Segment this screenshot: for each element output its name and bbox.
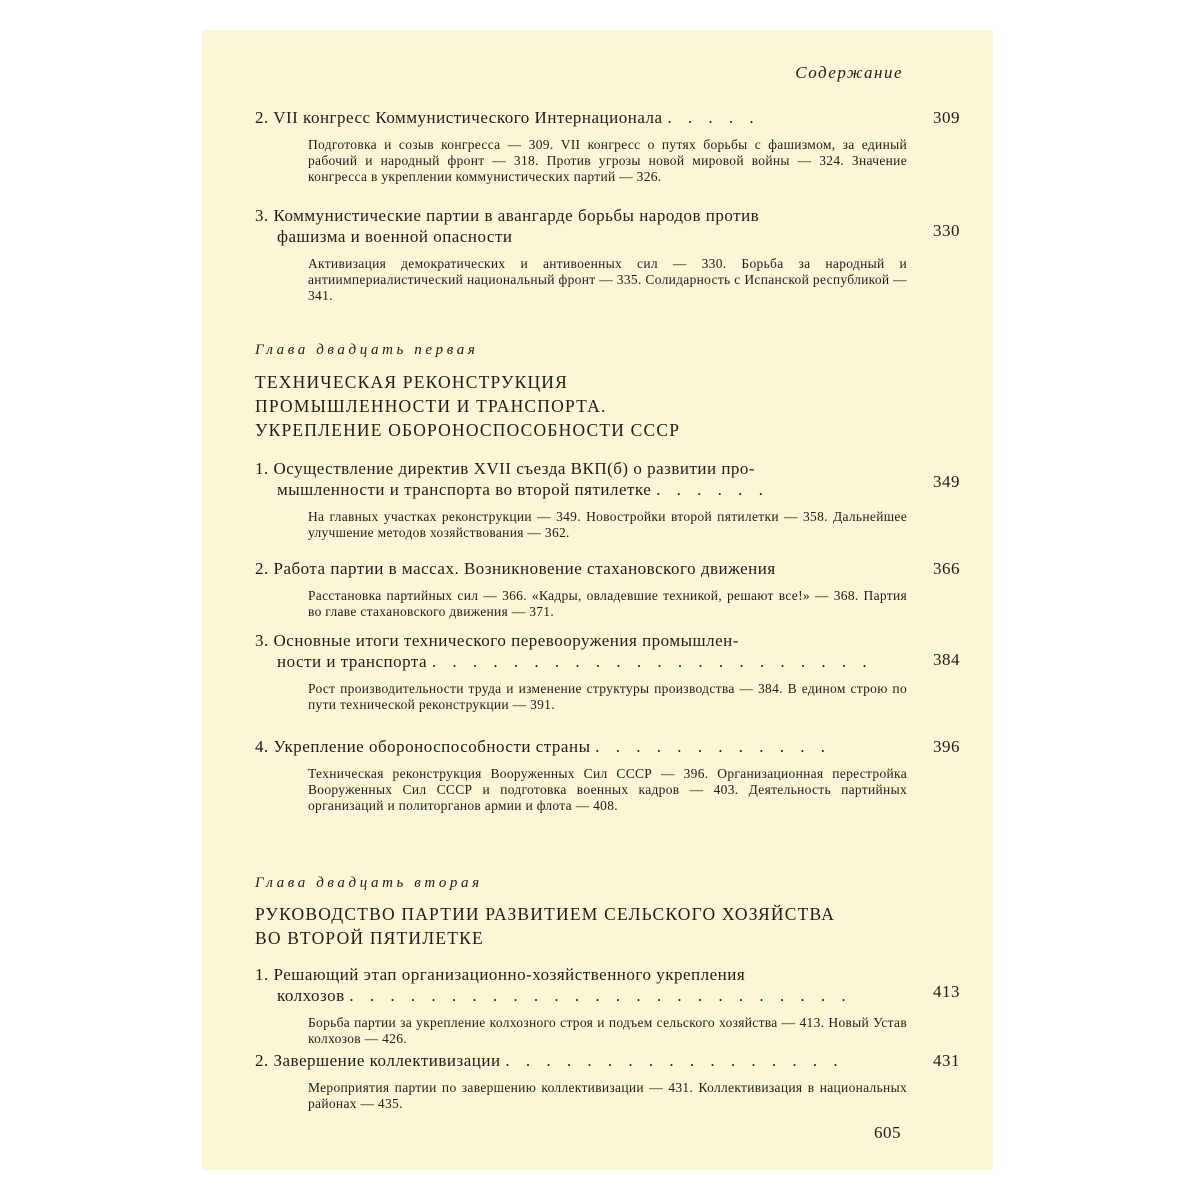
toc-entry[interactable] (255, 458, 960, 541)
chapter-title: РУКОВОДСТВО ПАРТИИ РАЗВИТИЕМ СЕЛЬСКОГО ХОЗЯЙСТВА ВО ВТОРОЙ ПЯТИЛЕТКЕ (255, 904, 836, 948)
page-number: 366 (933, 559, 960, 578)
entry-title: 3. Коммунистические партии в авангарде борьбы народов против фашизма и военной опасности 330 (255, 206, 960, 246)
toc-entry[interactable] (255, 1050, 960, 1112)
entry-summary: Мероприятия партии по завершению коллективизации — 431. Коллективизация в национальных районах — 435. (308, 1080, 907, 1111)
entry-summary: Рост производительности труда и изменение структуры производства — 384. В едином строю по пути технической реконструкции — 391. (308, 681, 907, 712)
chapter-label: Глава двадцать вторая (255, 875, 483, 891)
toc-entry[interactable] (255, 558, 960, 620)
entry-title: 2. Работа партии в массах. Возникновение стахановского движения 366 (255, 559, 960, 578)
entry-summary: Техническая реконструкция Вооруженных Сил СССР — 396. Организационная перестройка Вооруженных Сил СССР и подготовка военных кадров — 403. Деятельность партийных организаций и политорганов армии и флота — 408. (308, 766, 907, 813)
entry-summary: Борьба партии за укрепление колхозного строя и подъем сельского хозяйства — 413. Новый Устав колхозов — 426. (308, 1015, 907, 1046)
entry-summary: Подготовка и созыв конгресса — 309. VII конгресс о путях борьбы с фашизмом, за единый рабочий и народный фронт — 318. Против угрозы новой мировой войны — 324. Значение конгресса в укреплении коммунистических партий — 326. (308, 137, 907, 184)
chapter-title: ТЕХНИЧЕСКАЯ РЕКОНСТРУКЦИЯ ПРОМЫШЛЕННОСТИ И ТРАНСПОРТА. УКРЕПЛЕНИЕ ОБОРОНОСПОСОБНОСТИ СССР (255, 372, 681, 440)
toc-entry[interactable] (255, 964, 960, 1047)
running-header: Содержание (795, 63, 903, 82)
page-number: 413 (933, 982, 960, 1001)
entry-title: 1. Решающий этап организационно-хозяйственного укрепления колхозов . . . . . . . . . . . . . . . . . . . . . . . . . 413 (255, 965, 960, 1005)
entry-summary: Активизация демократических и антивоенных сил — 330. Борьба за народный и антиимпериалистический национальный фронт — 335. Солидарность с Испанской республикой — 341. (308, 256, 907, 303)
page-number: 349 (933, 472, 960, 491)
book-page (202, 30, 993, 1170)
page-number: 330 (933, 221, 960, 240)
toc-entry[interactable] (255, 736, 960, 814)
page-number: 396 (933, 737, 960, 756)
entry-title: 2. Завершение коллективизации . . . . . . . . . . . . . . . . . 431 (255, 1051, 960, 1070)
entry-summary: Расстановка партийных сил — 366. «Кадры, овладевшие техникой, решают все!» — 368. Партия во главе стахановского движения — 371. (308, 588, 907, 619)
chapter-label: Глава двадцать первая (255, 342, 479, 358)
toc-entry[interactable] (255, 205, 960, 304)
entry-title: 3. Основные итоги технического перевооружения промышлен- ности и транспорта . . . . . . . . . . . . . . . . . . . . . . 384 (255, 631, 960, 671)
page-number: 309 (933, 108, 960, 127)
toc-entry[interactable] (255, 107, 960, 185)
entry-title: 2. VII конгресс Коммунистического Интернационала . . . . . 309 (255, 108, 960, 127)
toc-entry[interactable] (255, 630, 960, 713)
page-folio: 605 (874, 1123, 901, 1142)
entry-title: 4. Укрепление обороноспособности страны . . . . . . . . . . . . 396 (255, 737, 960, 756)
page-number: 384 (933, 650, 960, 669)
entry-summary: На главных участках реконструкции — 349. Новостройки второй пятилетки — 358. Дальнейшее улучшение методов хозяйствования — 362. (308, 509, 907, 540)
entry-title: 1. Осуществление директив XVII съезда ВКП(б) о развитии про- мышленности и транспорта во второй пятилетке . . . . . . 349 (255, 459, 960, 499)
page-number: 431 (933, 1051, 960, 1070)
